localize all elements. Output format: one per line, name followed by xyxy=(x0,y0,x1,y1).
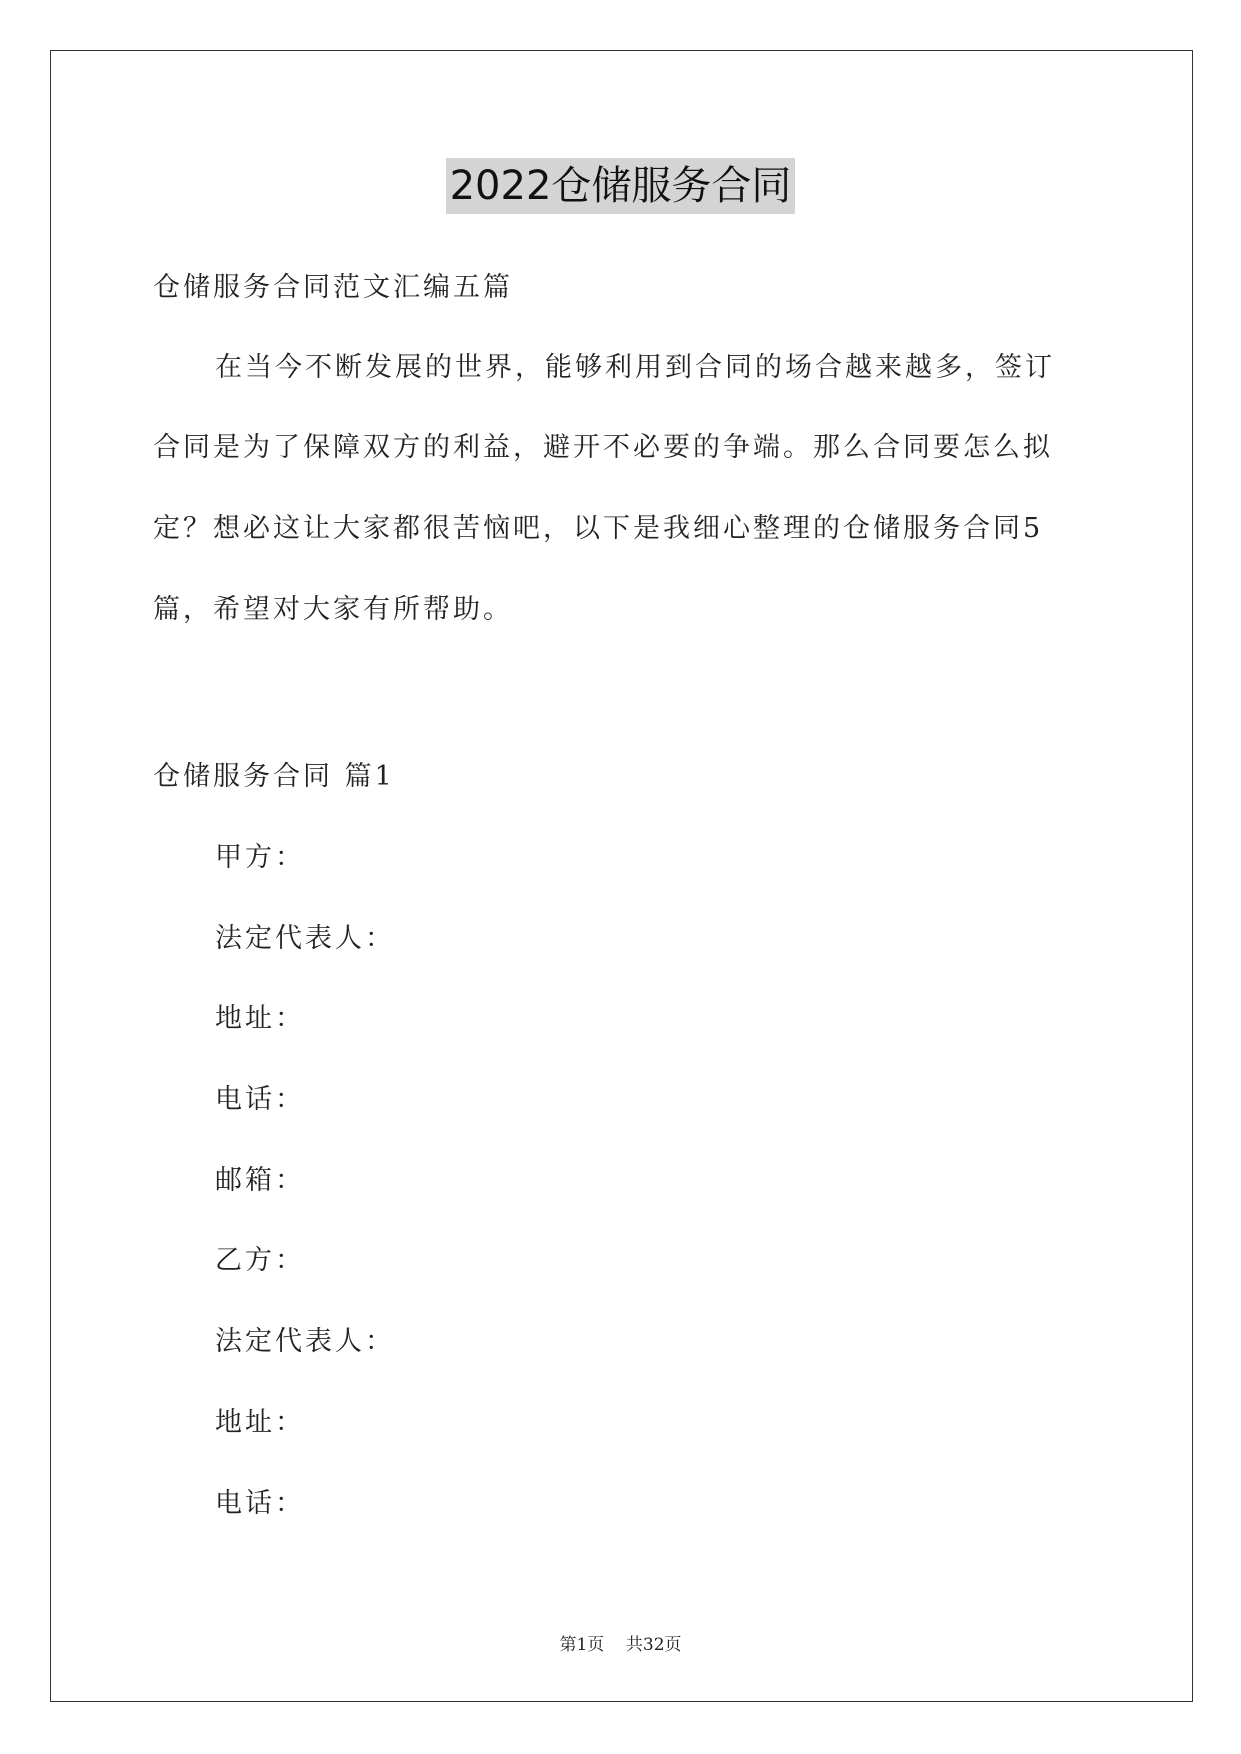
intro-line-4: 篇，希望对大家有所帮助。 xyxy=(153,594,513,625)
page-footer xyxy=(0,1633,1241,1657)
field-party-b: 乙方： xyxy=(215,1245,305,1276)
total-pages: 共32页 xyxy=(625,1635,682,1655)
field-legal-rep-b: 法定代表人： xyxy=(215,1326,395,1357)
section-heading: 仓储服务合同 篇1 xyxy=(153,761,395,792)
field-address-a: 地址： xyxy=(215,1003,305,1034)
field-phone-a: 电话： xyxy=(215,1084,305,1115)
field-legal-rep-a: 法定代表人： xyxy=(215,923,395,954)
document-title: 2022仓储服务合同 xyxy=(446,158,796,214)
page-number: 第1页 xyxy=(559,1635,605,1655)
intro-line-3: 定？想必这让大家都很苦恼吧，以下是我细心整理的仓储服务合同5 xyxy=(153,513,1044,544)
field-phone-b: 电话： xyxy=(215,1488,305,1519)
intro-line-1: 在当今不断发展的世界，能够利用到合同的场合越来越多，签订 xyxy=(215,352,1055,383)
field-address-b: 地址： xyxy=(215,1407,305,1438)
field-email-a: 邮箱： xyxy=(215,1165,305,1196)
intro-line-2: 合同是为了保障双方的利益，避开不必要的争端。那么合同要怎么拟 xyxy=(153,432,1053,463)
document-subtitle: 仓储服务合同范文汇编五篇 xyxy=(153,272,513,303)
title-wrapper xyxy=(0,158,1241,214)
field-party-a: 甲方： xyxy=(215,842,305,873)
